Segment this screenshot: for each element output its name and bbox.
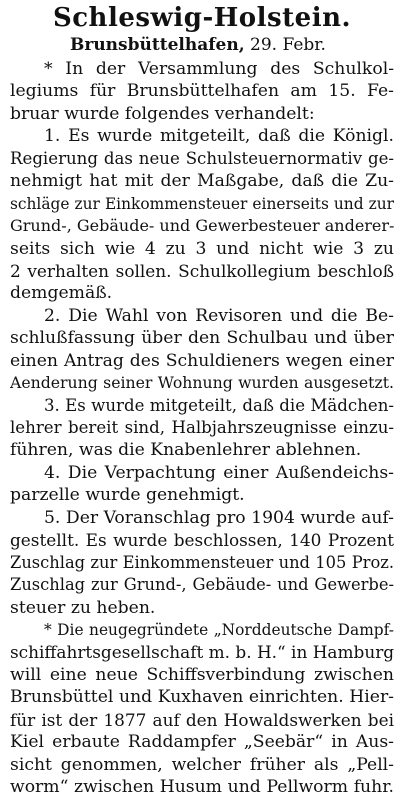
text-line: Regierung das neue Schulsteuernormativ ge- [10,148,394,168]
text-line: legiums für Brunsbüttelhafen am 15. Fe- [10,81,394,102]
text-line: 2 verhalten sollen. Schulkollegium beschloß [10,260,394,281]
text-line: schlußfassung über den Schulbau und über [10,328,394,349]
text-line: steuer zu heben. [10,597,156,618]
text-line: Brunsbüttel und Kuxhaven einrichten. Hier- [10,687,394,708]
text-line: seits sich wie 4 zu 3 und nicht wie 3 zu [10,238,394,259]
text-line: für ist der 1877 auf den Howaldswerken bei [10,709,394,730]
text-line: 1. Es wurde mitgeteilt, daß die Königl. [44,126,394,147]
text-line: Kiel erbaute Raddampfer „Seebär“ in Aus- [10,732,394,753]
article-body [10,58,394,798]
dateline-place: Brunsbüttelhafen, [70,35,245,55]
text-line: 3. Es wurde mitgeteilt, daß die Mädchen- [44,395,394,415]
text-line: sicht genommen, welcher früher als „Pell- [10,754,394,775]
text-line: gestellt. Es wurde beschlossen, 140 Prozent [10,530,394,551]
dateline-date: 29. Febr. [250,35,326,55]
text-line: Zuschlag zur Einkommensteuer und 105 Proz. [10,552,394,572]
text-line: * In der Versammlung des Schulkol- [44,59,394,79]
text-line: Zuschlag zur Grund-, Gebäude- und Gewerbe- [10,575,394,595]
text-line: 2. Die Wahl von Revisoren und die Be- [44,305,394,326]
text-line: will eine neue Schiffsverbindung zwischen [10,664,394,685]
text-line: schläge zur Einkommensteuer einerseits und zur [10,194,394,213]
text-line: worm“ zwischen Husum und Pellworm fuhr. [10,777,394,797]
text-line: 5. Der Voranschlag pro 1904 wurde auf- [44,507,394,528]
text-line: nehmigt hat mit der Maßgabe, daß die Zu- [10,171,394,192]
text-line: führen, was die Knabenlehrer ablehnen. [10,440,362,461]
text-line: 4. Die Verpachtung einer Außendeichs- [44,462,394,483]
text-line: Grund-, Gebäude- und Gewerbesteuer anderer- [10,216,394,236]
text-line: bruar wurde folgendes verhandelt: [10,103,315,124]
text-line: schiffahrtsgesellschaft m. b. H.“ in Hamburg [10,642,394,663]
text-line: demgemäß. [10,283,113,304]
text-line: parzelle wurde genehmigt. [10,485,245,506]
text-line: Aenderung seiner Wohnung wurden ausgesetzt. [10,373,394,393]
text-line: einen Antrag des Schuldieners wegen einer [10,350,394,371]
text-line: * Die neugegründete „Norddeutsche Dampf- [44,620,394,639]
dateline [10,34,394,56]
article-title: Schleswig-Holstein. [52,3,352,33]
text-line: lehrer bereit sind, Halbjahrszeugnisse einzu- [10,418,394,437]
